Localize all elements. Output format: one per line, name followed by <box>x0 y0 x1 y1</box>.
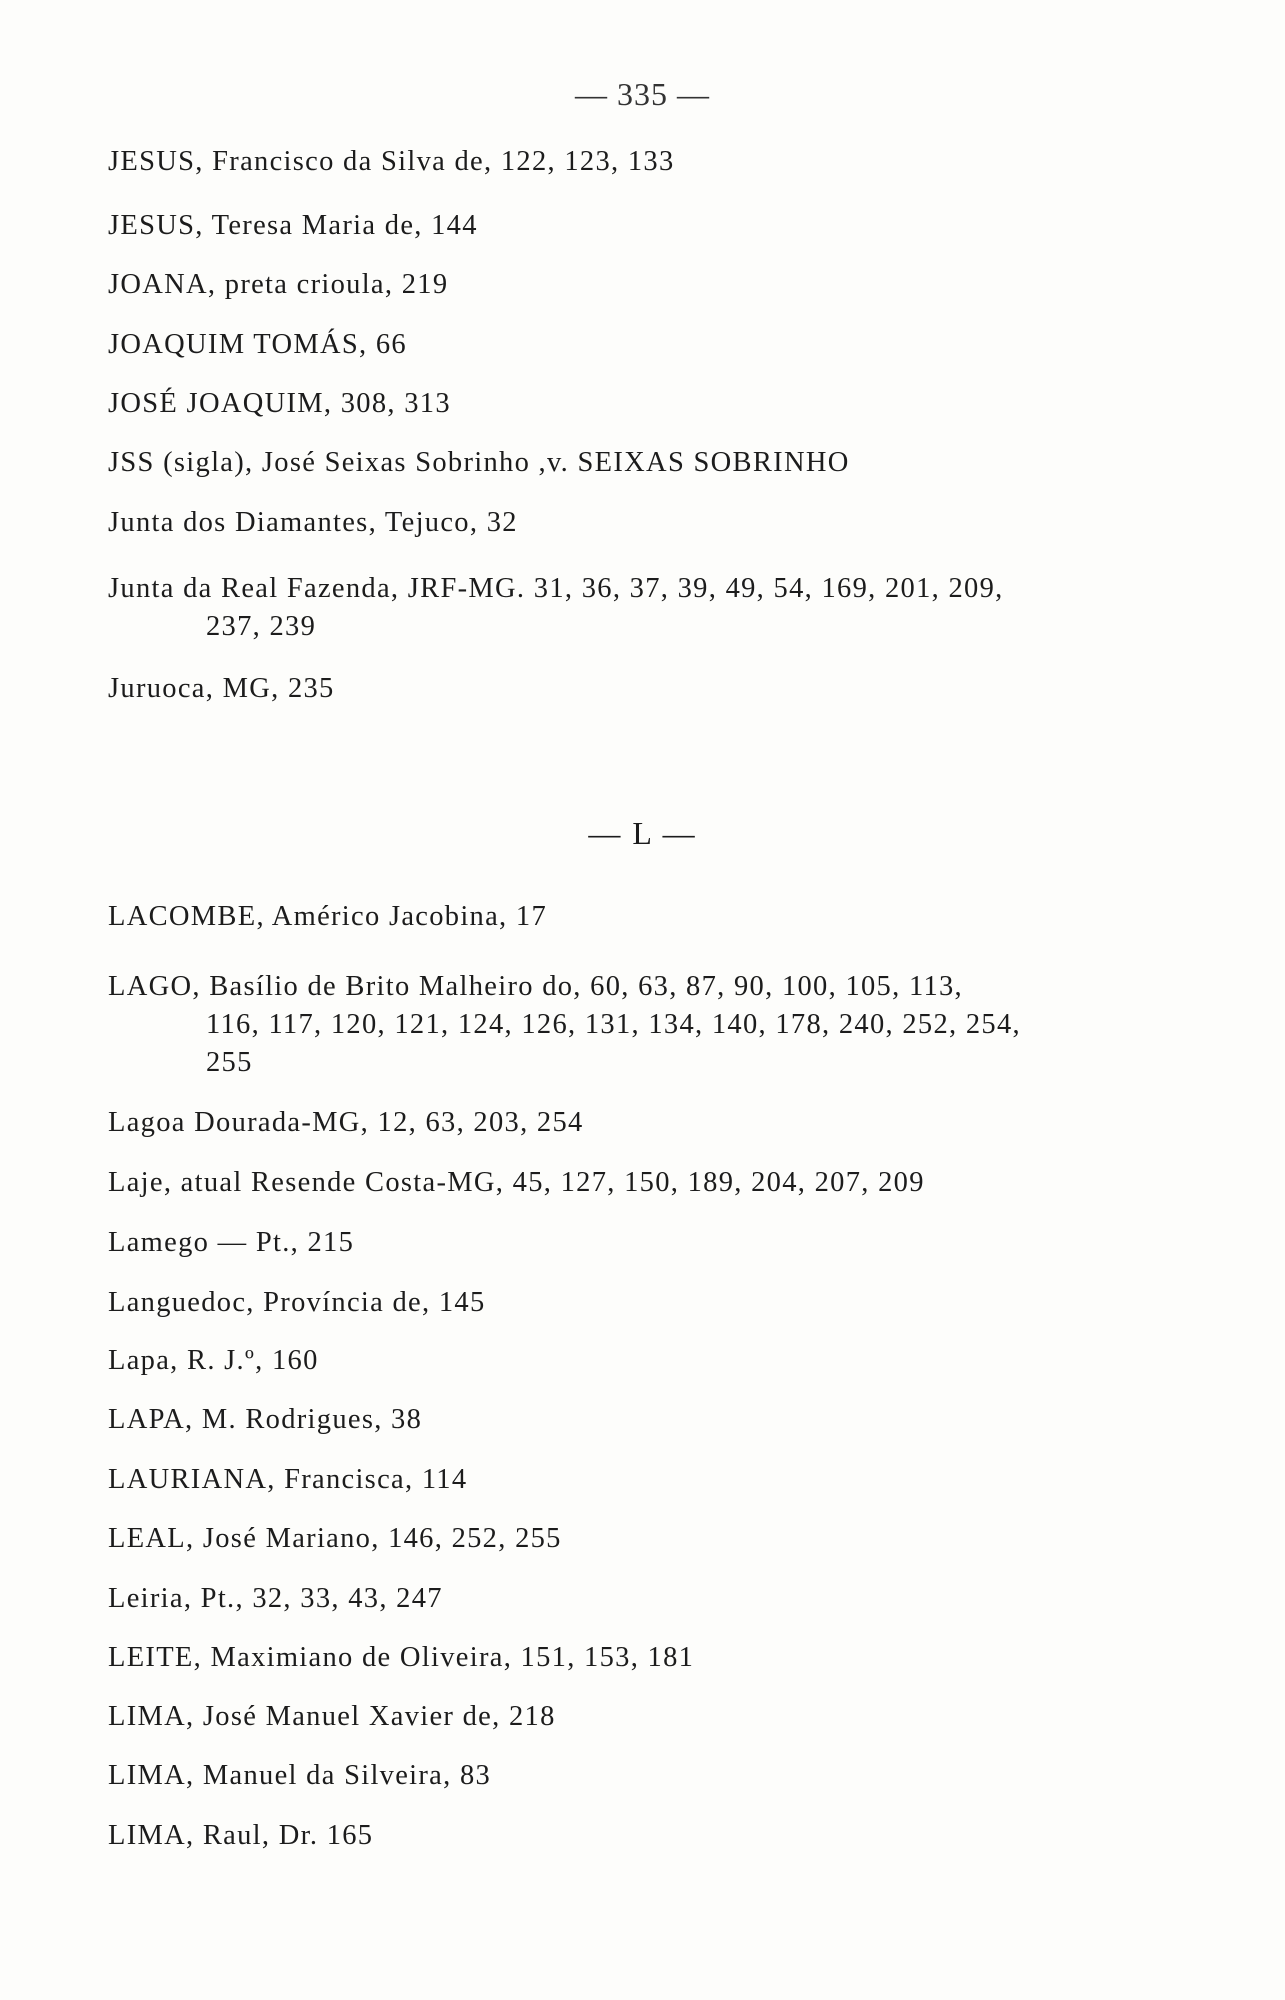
index-entry <box>108 504 1198 542</box>
index-entry <box>108 1104 1198 1142</box>
index-entry <box>108 1520 1198 1558</box>
entry-line: LAPA, M. Rodrigues, 38 <box>108 1404 423 1435</box>
entry-line: JOAQUIM TOMÁS, 66 <box>108 329 407 360</box>
index-entry <box>108 326 1198 364</box>
index-entry <box>108 1580 1198 1618</box>
entry-line: JOSÉ JOAQUIM, 308, 313 <box>108 388 451 419</box>
entry-line: JESUS, Francisco da Silva de, 122, 123, 133 <box>108 146 675 177</box>
entry-line: Lagoa Dourada-MG, 12, 63, 203, 254 <box>108 1107 584 1138</box>
index-entry <box>108 1164 1198 1202</box>
entry-line: LEITE, Maximiano de Oliveira, 151, 153, 181 <box>108 1642 695 1673</box>
entry-line: Lapa, R. J.º, 160 <box>108 1345 319 1376</box>
index-entry <box>108 1224 1198 1262</box>
entry-line: LIMA, Manuel da Silveira, 83 <box>108 1760 492 1791</box>
index-entry <box>108 1342 1198 1380</box>
page-number: — 335 — <box>575 76 710 112</box>
index-entry <box>108 1698 1198 1736</box>
index-entry <box>108 143 1198 181</box>
index-entry <box>108 385 1198 423</box>
index-entry <box>108 444 1198 482</box>
entry-line: Junta dos Diamantes, Tejuco, 32 <box>108 507 518 538</box>
entry-line: Juruoca, MG, 235 <box>108 673 335 704</box>
entry-line-continued: 255 <box>206 1047 253 1078</box>
entry-line: JSS (sigla), José Seixas Sobrinho ,v. SEIXAS SOBRINHO <box>108 447 850 478</box>
entry-line: LACOMBE, Américo Jacobina, 17 <box>108 901 548 932</box>
entry-line-continued: 116, 117, 120, 121, 124, 126, 131, 134, 140, 178, 240, 252, 254, <box>206 1009 1021 1040</box>
entry-line-continued: 237, 239 <box>206 611 317 642</box>
entry-line: LAGO, Basílio de Brito Malheiro do, 60, 63, 87, 90, 100, 105, 113, <box>108 971 963 1002</box>
entry-line: JOANA, preta crioula, 219 <box>108 269 449 300</box>
entry-line: Leiria, Pt., 32, 33, 43, 247 <box>108 1583 443 1614</box>
entry-line: Laje, atual Resende Costa-MG, 45, 127, 150, 189, 204, 207, 209 <box>108 1167 925 1198</box>
entry-line: LIMA, José Manuel Xavier de, 218 <box>108 1701 556 1732</box>
index-entry <box>108 1461 1198 1499</box>
index-entry <box>108 1757 1198 1795</box>
index-entry <box>108 1401 1198 1439</box>
index-entry <box>108 207 1198 245</box>
entry-line: Languedoc, Província de, 145 <box>108 1287 486 1318</box>
index-entry <box>108 1639 1198 1677</box>
index-entry <box>108 1817 1198 1855</box>
entry-line: LAURIANA, Francisca, 114 <box>108 1464 468 1495</box>
entry-line: Junta da Real Fazenda, JRF-MG. 31, 36, 37, 39, 49, 54, 169, 201, 209, <box>108 573 1004 604</box>
section-heading-l: — L — <box>588 815 697 851</box>
entry-line: LEAL, José Mariano, 146, 252, 255 <box>108 1523 562 1554</box>
entry-line: LIMA, Raul, Dr. 165 <box>108 1820 374 1851</box>
entry-line: JESUS, Teresa Maria de, 144 <box>108 210 478 241</box>
index-entry <box>108 670 1198 708</box>
index-entry <box>108 570 1198 646</box>
index-entry <box>108 898 1198 936</box>
index-entry <box>108 1284 1198 1322</box>
index-entry <box>108 266 1198 304</box>
entry-line: Lamego — Pt., 215 <box>108 1227 355 1258</box>
index-entry <box>108 968 1198 1082</box>
